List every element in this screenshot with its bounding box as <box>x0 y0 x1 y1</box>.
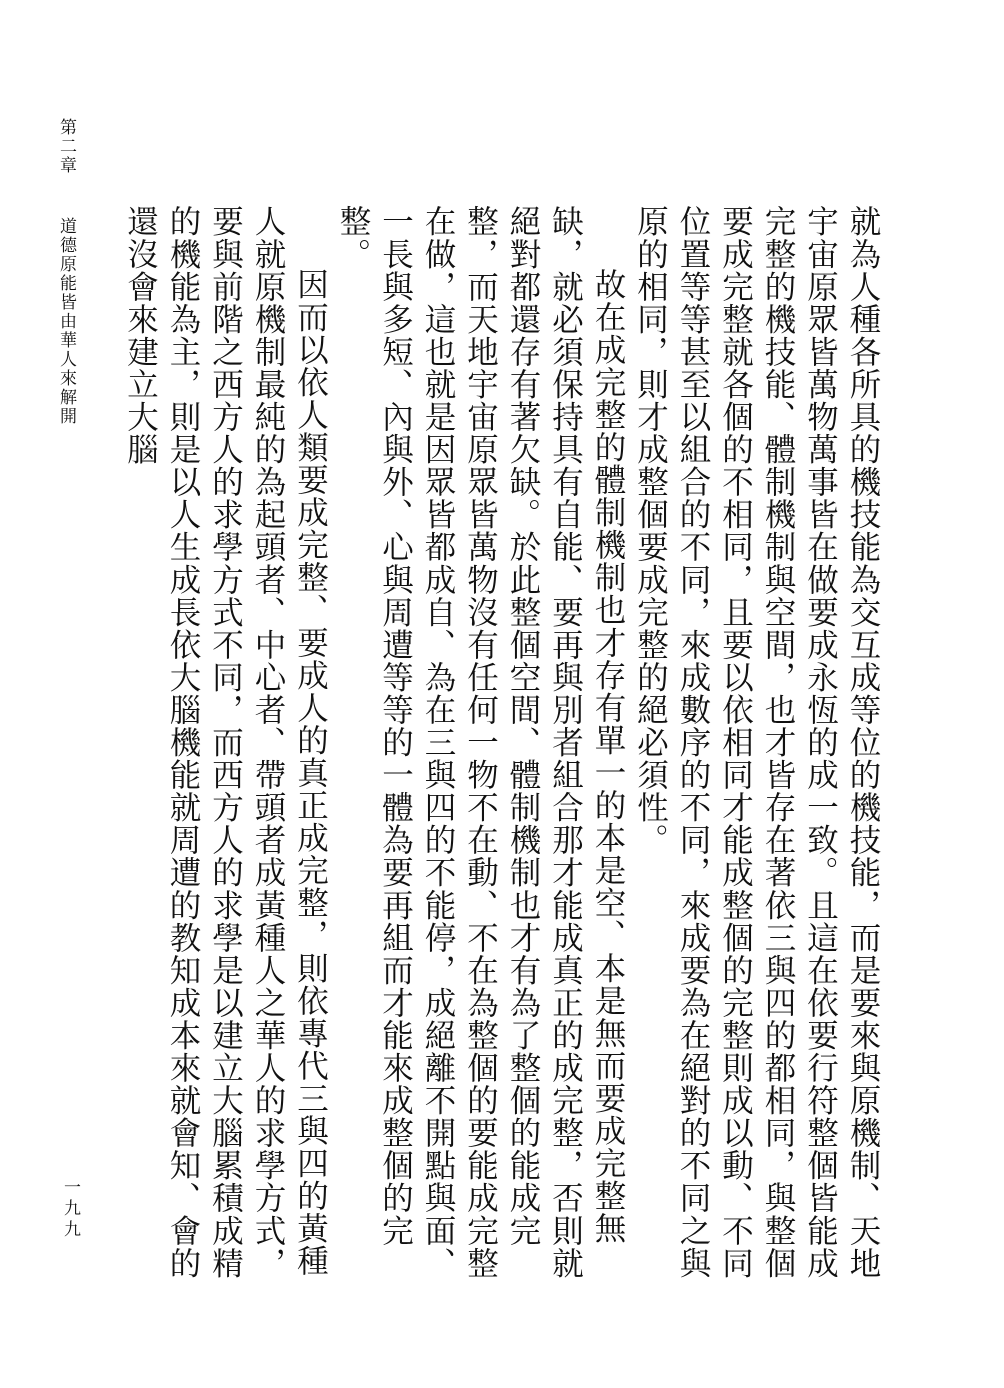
paragraph-2: 故在成完整的體制機制也才存有單一的本是空、本是無而要成完整無缺，就必須保持具有自能、要再與別者組合那才能成真正的成完整，否則就絕對都還存有著欠缺。於此整個空間、體制機制也才有為了整個的能成完整，而天地宇宙原眾皆萬物沒有任何一物不在動、不在為整個的要能成完整在做，這也就是因眾皆都成自、為在三與四的不能停，成絕離不開點與面、一長與多短、內與外、心與周遭等等的一體為要再組而才能來成整個的完整。 <box>335 205 626 1280</box>
body-text <box>119 205 884 1285</box>
running-header <box>54 118 78 426</box>
chapter-label: 第二章 <box>56 118 76 175</box>
page-number: 一九九 <box>60 1178 80 1241</box>
chapter-title: 道德原能皆由華人來解開 <box>56 217 76 426</box>
paragraph-3: 因而以依人類要成完整、要成人的真正成完整，則依專代三與四的黃種人就原機制最純的為起頭者、中心者、帶頭者成黃種人之華人的求學方式，要與前階之西方人的求學方式不同，而西方人的求學是以建立大腦累積成精的機能為主，則是以人生成長依大腦機能就周遭的教知成本來就會知、會的還沒會來建立大腦 <box>122 205 329 1280</box>
paragraph-1: 就為人種各所具的機技能為交互成等位的機技能，而是要來與原機制、天地宇宙原眾皆萬物萬事皆在做要成永恆的成一致。且這在依要行符整個皆能成完整的機技能、體制機制與空間，也才皆存在著依三與四的都相同，與整個要成完整就各個的不相同，且要以依相同才能成整個的完整則成以動、不同位置等等甚至以組合的不同，來成數序的不同，來成要為在絕對的不同之與原的相同，則才成整個要成完整的絕必須性。 <box>632 205 881 1280</box>
